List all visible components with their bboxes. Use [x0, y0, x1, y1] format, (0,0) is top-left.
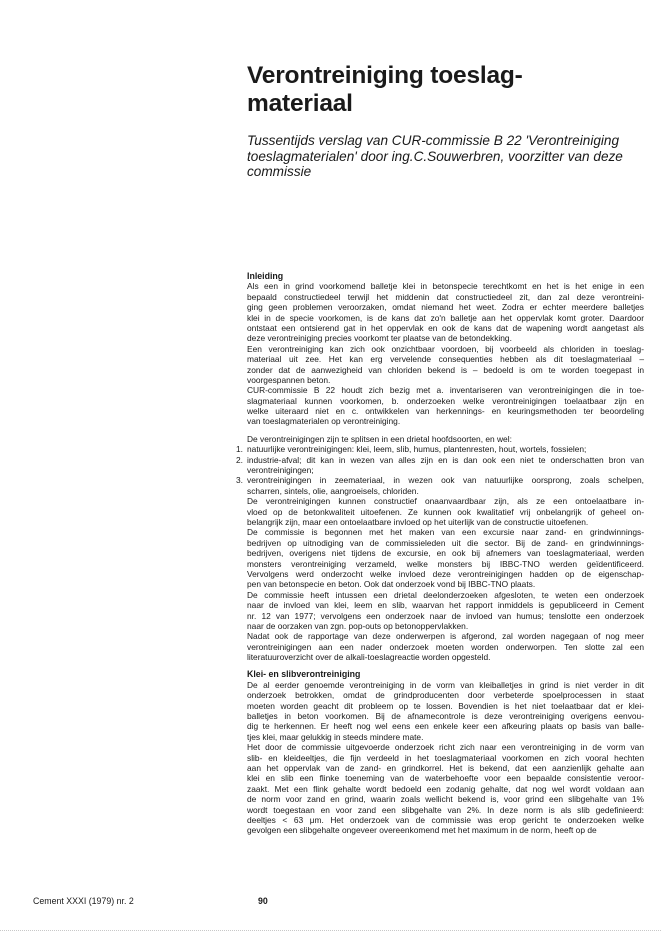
page-number: 90 [258, 896, 268, 906]
paragraph-line: voorgespannen beton. [247, 374, 331, 385]
paragraph-line: De commissie heeft intussen een drietal deelonderzoeken afgesloten, te weten een onderzoek [247, 589, 644, 600]
paragraph-line: deze verontreiniging precies voorkomt ter plaatse van de betondekking. [247, 333, 512, 344]
section-heading: Klei- en slibverontreiniging [247, 669, 361, 680]
paragraph-line: zaakt. Met een flink gehalte wordt bedoeld een zodanig gehalte, dat nog wel wordt voldaan aan [247, 783, 644, 794]
list-item-line [247, 465, 644, 475]
list-item-text: natuurlijke verontreinigingen: klei, leem, slib, humus, plantenresten, hout, wortels, fossielen; [247, 444, 587, 455]
paragraph-line: slib- en kleideeltjes, die fijn verdeeld in het toeslagmateriaal voorkomen en zich vooral hechten [247, 752, 644, 763]
paragraph-line: De al eerder genoemde verontreiniging in de vorm van kleiballetjes in grind is niet verder in dit [247, 679, 644, 690]
list-item-line [236, 444, 644, 455]
paragraph-line: vloed op de betonkwaliteit uitoefenen. Ze kunnen ook kwalitatief vrij onbelangrijk of geheel on- [247, 506, 644, 517]
paragraph-line: klei en slib een flinke toeneming van de waterbehoefte voor een bepaalde consistentie veroor- [247, 773, 644, 784]
subtitle-line: toeslagmaterialen' door ing.C.Souwerbren, voorzitter van deze [247, 148, 623, 164]
title-line: materiaal [247, 90, 353, 117]
paragraph-line: belangrijk zijn, maar een ontoelaatbare invloed op het uiterlijk van de constructie uitoefenen. [247, 516, 589, 527]
subtitle-line: commissie [247, 164, 312, 179]
title-line: Verontreiniging toeslag- [247, 62, 523, 89]
journal-reference: Cement XXXI (1979) nr. 2 [33, 896, 134, 906]
article-title [247, 62, 647, 118]
paragraph-line: literatuuroverzicht over de alkali-toeslagreactie worden opgesteld. [247, 652, 491, 663]
paragraph-line: bedrijven op uitnodiging van de commissieleden uit die sector. Bij de zand- en grindwinnings- [247, 537, 644, 548]
paragraph-line: nr. 12 van 1977; vervolgens een onderzoek naar de invloed van humus; tenslotte een onderzoek [247, 610, 644, 621]
list-item-line [236, 475, 644, 486]
paragraph-line: monsters verontreiniging verzameld, welke monsters bij IBBC-TNO werden geïdentificeerd. [247, 558, 644, 569]
paragraph-line: dig te herkennen. Er heeft nog wel eens een enkele keer een afkeuring plaats op basis van balle- [247, 721, 644, 732]
list-number: 1. [236, 444, 243, 455]
paragraph-line: de norm voor zand en grind, waarin zoals wellicht bekend is, voor grind een slibgehalte van 1% [247, 794, 644, 805]
list-item-text: scharren, sintels, olie, aangroeisels, chloriden. [247, 485, 419, 496]
paragraph-line: bedrijven, overigens niet tijdens de excursie, en ook bij afnemers van toeslagmateriaal, werden [247, 548, 644, 559]
paragraph-line: naar de invloed van klei, leem en slib, waarvan het rapport inmiddels is gepubliceerd in Cement [247, 600, 644, 611]
paragraph-line: CUR-commissie B 22 houdt zich bezig met a. inventariseren van verontreinigingen die in toe- [247, 385, 644, 396]
paragraph-line: bepaald constructiedeel terwijl het middenin dat constructiedeel zit, dan zal deze verontreini- [247, 291, 644, 302]
paragraph-line: deeltjes < 63 μm. Het onderzoek van de commissie was erop gericht te onderzoeken welke [247, 814, 644, 825]
paragraph-line: balletjes in beton voorkomen. Bij de afnamecontrole is deze verontreiniging overigens eenvou- [247, 711, 644, 722]
list-item-text: industrie-afval; dit kan in wezen van alles zijn en is dan ook een niet te onderschatten bron van [247, 454, 644, 465]
paragraph-line: ging geen problemen veroorzaken, omdat niemand het weet. Zodra er echter meerdere balletjes [247, 302, 644, 313]
paragraph-line: welke uiteraard niet en c. ontwikkelen van herkennings- en keuringsmethoden ter beoordeling [247, 406, 644, 417]
paragraph-line: verontreinigingen aan een nader onderzoek moeten worden onderworpen. Ten slotte zal een [247, 641, 644, 652]
list-item-text: verontreinigingen; [247, 465, 314, 476]
paragraph-line: De verontreinigingen zijn te splitsen in een drietal hoofdsoorten, en wel: [247, 433, 512, 444]
paragraph-line: Het door de commissie uitgevoerde onderzoek richt zich naar een verontreiniging in de vorm van [247, 742, 644, 753]
paragraph-line: Een verontreiniging kan zich ook onzichtbaar voordoen, bij voorbeeld als chloriden in toeslag- [247, 343, 644, 354]
list-item-text: verontreinigingen in zeemateriaal, in wezen ook van natuurlijke oorsprong, zoals schelpen, [247, 475, 644, 486]
list-number: 2. [236, 454, 243, 465]
paragraph-line: materiaal uit zee. Het kan erg vervelende consequenties hebben als dit toeslagmateriaal – [247, 354, 644, 365]
paragraph-line: naar de oorzaken van zgn. pop-outs op betonoppervlakken. [247, 620, 469, 631]
paragraph-line: aan het oppervlak van de zand- en grindkorrel. Het is bekend, dat een aanzienlijk gehalte aan [247, 762, 644, 773]
paragraph-gap [247, 427, 644, 434]
paragraph-line: wordt toegestaan en voor zand een slibgehalte van 2%. In deze norm is als slib gedefinieerd: [247, 804, 644, 815]
paragraph-line: De verontreinigingen kunnen constructief onaanvaardbaar zijn, als ze een ontoelaatbare in- [247, 496, 644, 507]
article-subtitle [247, 133, 647, 180]
paragraph-line: pen van betonspecie en beton. Ook dat onderzoek vond bij IBBC-TNO plaats. [247, 579, 536, 590]
paragraph-line: De commissie is begonnen met het maken van een excursie naar zand- en grindwinnings- [247, 527, 644, 538]
paragraph-line: slagmateriaal kunnen voorkomen, b. onderzoeken welke verontreinigingen toelaatbaar zijn en [247, 395, 644, 406]
paragraph-line: van toeslagmaterialen op verontreiniging. [247, 416, 401, 427]
paragraph-line: gevolgen een slibgehalte ongeveer overeenkomend met het maximum in de norm, heeft op de [247, 825, 597, 836]
paragraph-line: ontstaat een ontsierend gat in het oppervlak en ook de kans dat de wapening wordt aangetast als [247, 322, 644, 333]
paragraph-line: klei in de specie voorkomen, is de kans dat zo'n balletje aan het oppervlak komt groter. Daardoor [247, 312, 644, 323]
paragraph-line: Nadat ook de rapportage van deze onderwerpen is afgerond, zal worden nagegaan of nog meer [247, 631, 644, 642]
bottom-divider [0, 930, 661, 931]
paragraph-line: zonder dat de aanwezigheid van chloriden bekend is – bedoeld is om te worden toegepast in [247, 364, 644, 375]
paragraph-line: onderzoek betrokken, omdat de grindproducenten door verbeterde spoelprocessen in staat [247, 690, 644, 701]
list-item-line [236, 454, 644, 465]
list-item-line [247, 486, 644, 496]
article-body [236, 271, 644, 836]
paragraph-gap [247, 662, 644, 669]
section-heading: Inleiding [247, 271, 284, 281]
list-number: 3. [236, 475, 243, 486]
paragraph-line: Als een in grind voorkomend balletje klei in betonspecie terechtkomt en het is het enige in een [247, 281, 644, 292]
paragraph-line: tjes klei, maar gelukkig in steeds mindere mate. [247, 731, 424, 742]
paragraph-line: moeten worden geacht dit probleem op te lossen. Bovendien is het niet toelaatbaar dat er klei- [247, 700, 644, 711]
paragraph-line: Vervolgens werd onderzocht welke invloed deze verontreinigingen hadden op de eigenschap- [247, 568, 644, 579]
subtitle-line: Tussentijds verslag van CUR-commissie B 22 'Verontreiniging [247, 133, 620, 148]
